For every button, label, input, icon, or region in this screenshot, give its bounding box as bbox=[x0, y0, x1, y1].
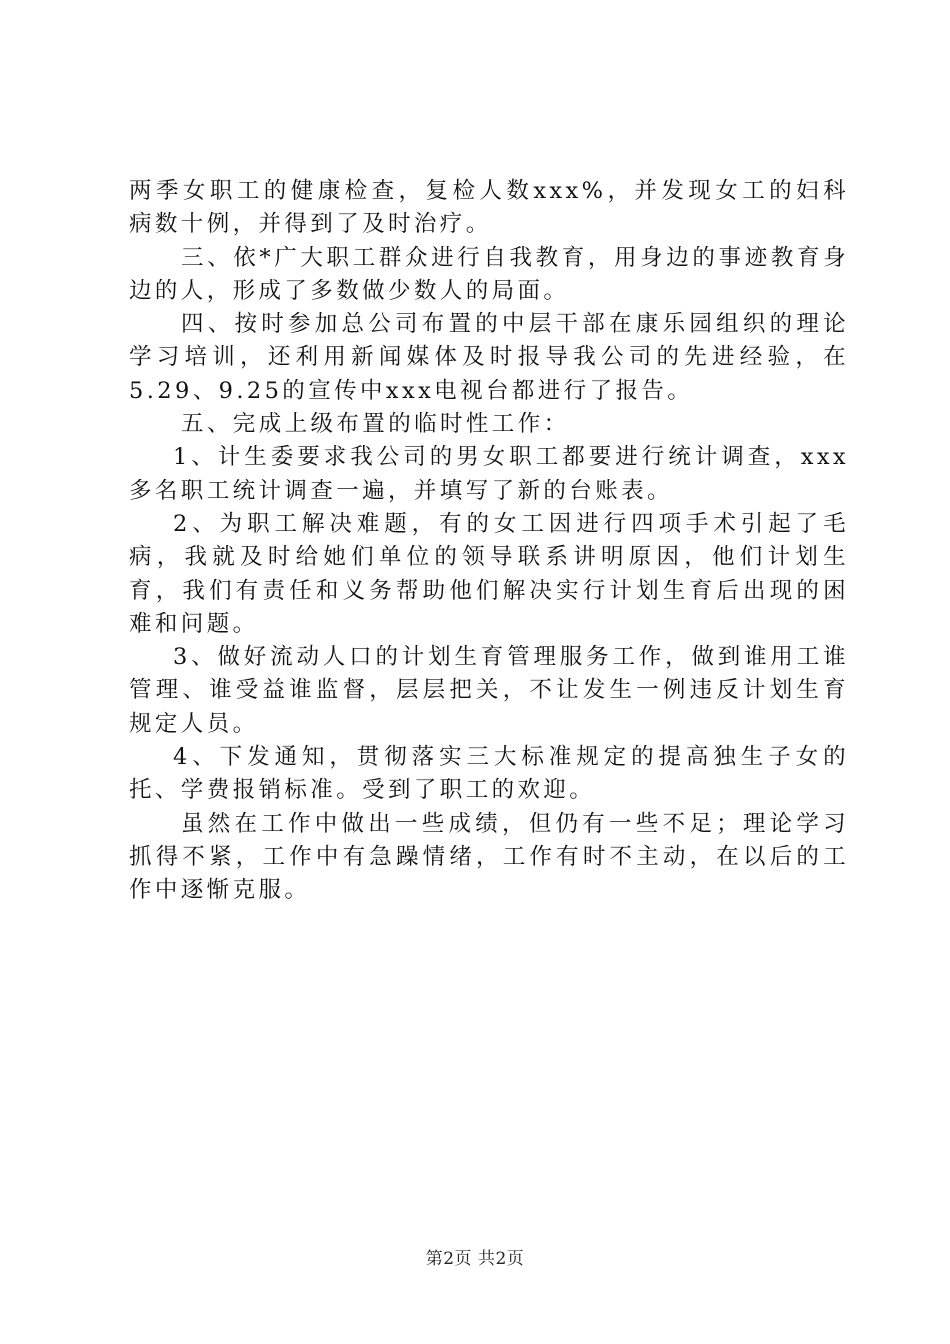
paragraph-item-2: 2、为职工解决难题，有的女工因进行四项手术引起了毛病，我就及时给她们单位的领导联系讲明原因，他们计划生育，我们有责任和义务帮助他们解决实行计划生育后出现的困难和问题。 bbox=[129, 510, 849, 637]
paragraph-item-4: 4、下发通知，贯彻落实三大标准规定的提高独生子女的托、学费报销标准。受到了职工的欢迎。 bbox=[129, 744, 849, 804]
paragraph-section-4: 四、按时参加总公司布置的中层干部在康乐园组织的理论学习培训，还利用新闻媒体及时报导我公司的先进经验，在5.29、9.25的宣传中xxx电视台都进行了报告。 bbox=[129, 311, 849, 404]
page-footer bbox=[0, 1244, 950, 1269]
paragraph-item-1: 1、计生委要求我公司的男女职工都要进行统计调查，xxx多名职工统计调查一遍，并填写了新的台账表。 bbox=[129, 444, 849, 504]
paragraph-conclusion: 虽然在工作中做出一些成绩，但仍有一些不足；理论学习抓得不紧，工作中有急躁情绪，工作有时不主动，在以后的工作中逐惭克服。 bbox=[129, 810, 849, 904]
paragraph-item-3: 3、做好流动人口的计划生育管理服务工作，做到谁用工谁管理、谁受益谁监督，层层把关，不让发生一例违反计划生育规定人员。 bbox=[129, 644, 849, 737]
paragraph-continuation: 两季女职工的健康检查，复检人数xxx%，并发现女工的妇科病数十例，并得到了及时治疗。 bbox=[129, 178, 849, 238]
document-body bbox=[129, 175, 849, 908]
paragraph-section-3: 三、依*广大职工群众进行自我教育，用身边的事迹教育身边的人，形成了多数做少数人的局面。 bbox=[129, 244, 849, 304]
paragraph-section-5-heading: 五、完成上级布置的临时性工作： bbox=[181, 411, 570, 438]
page-number-label: 第2页 共2页 bbox=[425, 1249, 525, 1269]
